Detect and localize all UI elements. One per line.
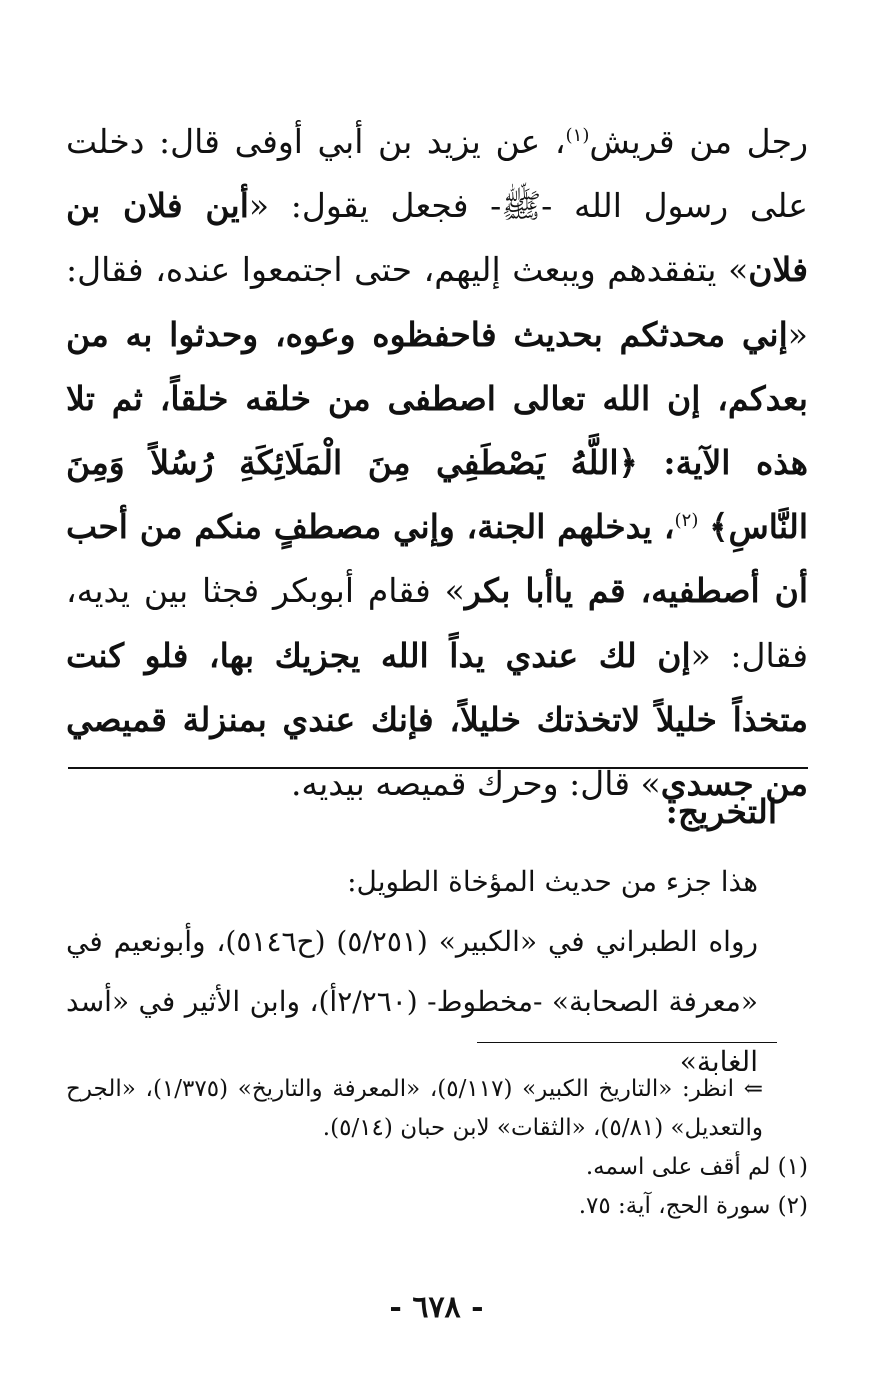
takhrij-body	[66, 852, 808, 1092]
footnote-marker-1: (١)	[565, 125, 590, 146]
text-segment: » يتفقدهم ويبعث إليهم، حتى اجتمعوا عنده، فقال: «	[66, 250, 808, 354]
prophet-speech: ، يدخلهم الجنة، وإني مصطفٍ منكم من أحب أن أصطفيه، قم ياأبا بكر	[66, 507, 808, 611]
footnote-1: (١) لم أقف على اسمه.	[585, 1154, 808, 1180]
prophet-speech: إني محدثكم بحديث فاحفظوه وعوه، وحدثوا به من بعدكم، إن الله تعالى اصطفى من خلقه خلقاً، ثم تلا هذه الآية: ﴿اللَّهُ يَصْطَفِي مِنَ الْمَلَائِكَةِ رُسُلاً وَمِنَ النَّاسِ﴾	[66, 314, 808, 547]
footnote-marker-2: (٢)	[674, 510, 699, 532]
text-segment: رجل من قريش	[589, 122, 809, 161]
footnote-continuation: ⇐ انظر: «التاريخ الكبير» (٥/١١٧)، «المعرفة والتاريخ» (١/٣٧٥)، «الجرح والتعديل» (٥/٨١)، «الثقات» لابن حبان (٥/١٤).	[66, 1076, 764, 1141]
takhrij-heading: التخريج:	[665, 792, 777, 831]
prophet-speech: إن لك عندي يداً الله يجزيك بها، فلو كنت متخذاً خليلاً لاتخذتك خليلاً، فإنك عندي بمنزلة قميصي من جسدي	[66, 635, 808, 804]
takhrij-line: هذا جزء من حديث المؤخاة الطويل:	[347, 865, 758, 898]
hadith-text	[66, 110, 808, 816]
prophet-speech: أين فلان بن فلان	[66, 186, 808, 290]
footnote-2: (٢) سورة الحج، آية: ٧٥.	[578, 1193, 808, 1219]
footnote-divider	[477, 1042, 777, 1043]
text-segment: » فقام أبوبكر فجثا بين يديه، فقال: «	[66, 571, 808, 675]
text-segment: » قال: وحرك قميصه بيديه.	[290, 764, 661, 804]
takhrij-line: رواه الطبراني في «الكبير» (٥/٢٥١) (ح٥١٤٦)، وأبونعيم في «معرفة الصحابة» -مخطوط- (٢/٢٦٠أ)، وابن الأثير في «أسد الغابة»	[66, 925, 758, 1078]
footnotes	[66, 1070, 808, 1226]
text-segment: ، عن يزيد بن أبي أوفى قال: دخلت على رسول الله -ﷺ- فجعل يقول: «	[66, 122, 808, 226]
section-divider	[68, 767, 808, 769]
page-number: - ٦٧٨ -	[389, 1290, 484, 1325]
